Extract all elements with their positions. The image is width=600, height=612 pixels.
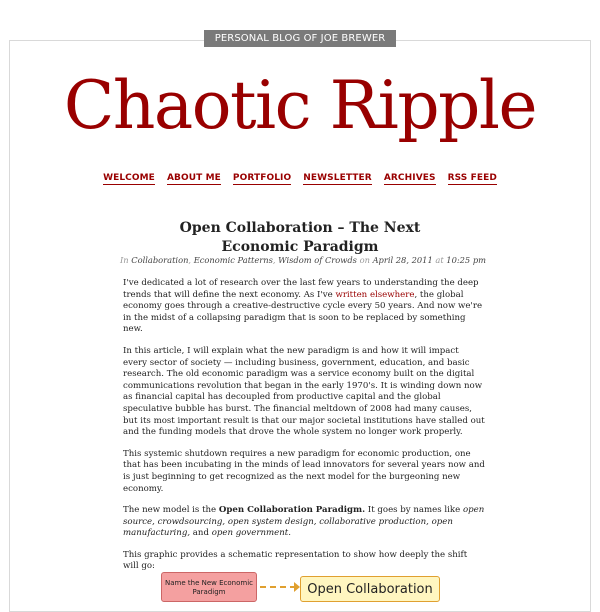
nav-rss-feed[interactable]: RSS FEED: [447, 173, 497, 183]
category-link-collaboration[interactable]: Collaboration: [131, 255, 189, 265]
paradigm-graphic: [161, 572, 451, 612]
paragraph-4-text-b: It goes by names like: [365, 505, 463, 516]
site-title-link[interactable]: Chaotic Ripple: [63, 67, 537, 144]
graphic-arrow: [260, 586, 296, 590]
post-title[interactable]: Open Collaboration – The Next Economic Paradigm: [179, 220, 421, 255]
paragraph-1-text-b: , the global economy goes through a creative-destructive cycle every 50 years. And now we're in the midst of a collapsing paradigm that is soon to be replaced by something new.: [123, 289, 483, 335]
nav-newsletter[interactable]: NEWSLETTER: [303, 173, 372, 183]
paragraph-4-text-a: The new model is the: [123, 505, 219, 516]
nav-welcome[interactable]: WELCOME: [103, 173, 155, 183]
category-link-wisdom-of-crowds[interactable]: Wisdom of Crowds: [278, 255, 357, 265]
paragraph-4-italic-2: open government.: [211, 528, 291, 539]
nav-about-me[interactable]: ABOUT ME: [166, 173, 221, 183]
main-nav: [0, 173, 600, 185]
post-date: April 28, 2011: [372, 255, 433, 265]
paragraph-4-bold: Open Collaboration Paradigm.: [218, 505, 366, 516]
meta-at-label: at: [435, 255, 444, 265]
post-time: 10:25 pm: [446, 255, 487, 265]
graphic-right-box: Open Collaboration: [300, 576, 440, 602]
post-content: [123, 278, 485, 583]
graphic-left-box: Name the New Economic Paradigm: [161, 572, 257, 602]
paragraph-1-text-a: I've dedicated a lot of research over the last few years to understanding the deep trends that will define the next economy. As I've: [123, 278, 479, 300]
paragraph-1: [123, 278, 485, 336]
paragraph-5: This graphic provides a schematic representation to show how deeply the shift will go:: [123, 549, 468, 572]
paragraph-3: This systemic shutdown requires a new paradigm for economic production, one that has been incubating in the minds of lead innovators for several years now and is just beginning to get recognized as the next model for the burgeoning new economy.: [123, 448, 485, 494]
written-elsewhere-link[interactable]: written elsewhere: [335, 289, 415, 300]
nav-portfolio[interactable]: PORTFOLIO: [232, 173, 292, 183]
paragraph-2: In this article, I will explain what the new paradigm is and how it will impact every sector of society — including business, government, education, and basic research. The old economic paradigm was a service economy built on the digital communications revolution that began in the early 1970's. It is winding down now as financial capital has decoupled from productive capital and the global speculative bubble has burst. The financial meltdown of 2008 had many causes, but its most important result is that our major societal institutions have stalled out and the funding models that drove the whole system no longer work properly.: [123, 345, 485, 438]
paragraph-4-text-c: and: [190, 528, 212, 539]
nav-archives[interactable]: ARCHIVES: [383, 173, 436, 183]
paragraph-4: [123, 505, 485, 540]
category-link-economic-patterns[interactable]: Economic Patterns: [193, 255, 273, 265]
meta-on-label: on: [359, 255, 370, 265]
blog-tagline: PERSONAL BLOG OF JOE BREWER: [204, 30, 396, 47]
paragraph-4-italic-1: open source, crowdsourcing, open system design, collaborative production, open manufacturing,: [123, 505, 485, 539]
meta-in-label: In: [120, 255, 129, 265]
post-meta: In Collaboration, Economic Patterns, Wisdom of Crowds on April 28, 2011 at 10:25 pm: [120, 255, 487, 265]
